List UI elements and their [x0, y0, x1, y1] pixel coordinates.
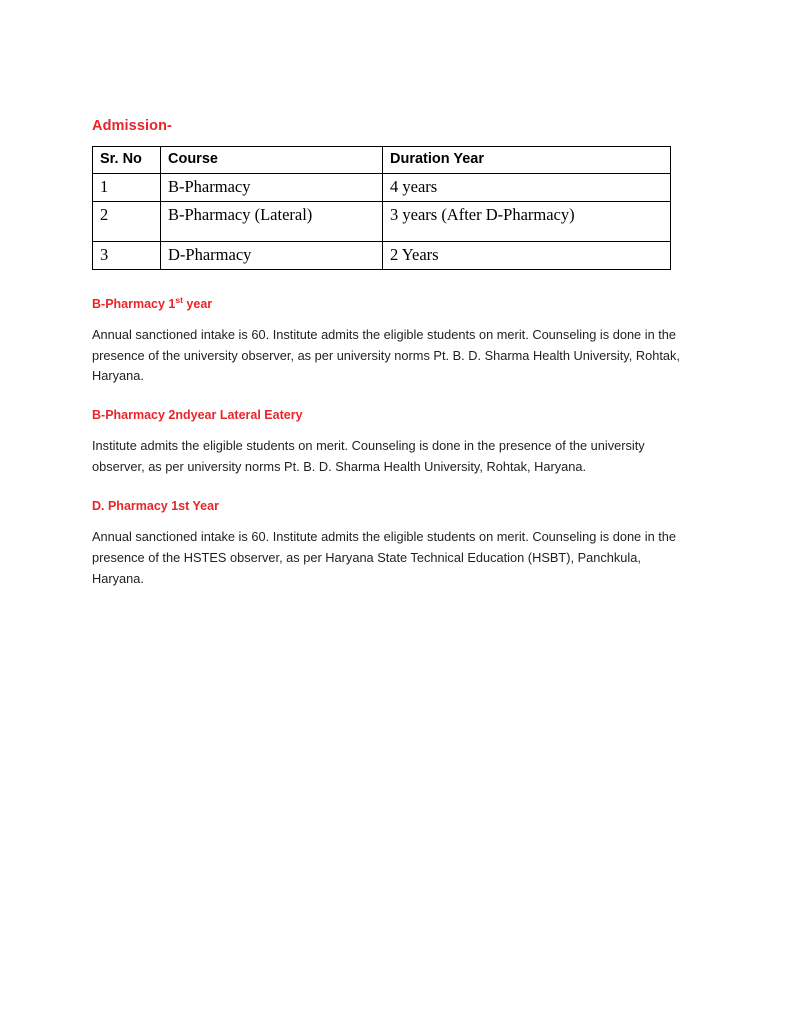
table-header-row — [93, 147, 671, 174]
cell-sr-no: 2 — [93, 201, 161, 241]
section-paragraph-d-pharmacy-1st-year: Annual sanctioned intake is 60. Institute admits the eligible students on merit. Counseling is done in the presence of the HSTES observer, as per Haryana State Technical Education (HSBT), Panchkula, Haryana. — [92, 528, 677, 586]
admission-table — [92, 146, 671, 270]
cell-sr-no: 1 — [93, 174, 161, 202]
cell-duration: 4 years — [383, 174, 671, 202]
table-row — [93, 201, 671, 241]
section-heading-tail: year — [182, 296, 213, 311]
page-title: Admission- — [92, 118, 172, 134]
cell-course: B-Pharmacy (Lateral) — [161, 201, 383, 241]
cell-course: D-Pharmacy — [161, 241, 383, 269]
section-paragraph-b-pharmacy-2nd-year-lateral: Institute admits the eligible students on merit. Counseling is done in the presence of the university observer, as per university norms Pt. B. D. Sharma Health University, Rohtak, Haryana. — [92, 438, 645, 475]
table-header-course: Course — [161, 147, 383, 174]
section-heading-text: D. Pharmacy 1st Year — [92, 498, 219, 513]
cell-sr-no: 3 — [93, 241, 161, 269]
section-heading-superscript: st — [175, 294, 183, 305]
section-heading-text: B-Pharmacy 2ndyear Lateral Eatery — [92, 408, 303, 423]
table-row — [93, 174, 671, 202]
table-header-duration: Duration Year — [383, 147, 671, 174]
section-heading-d-pharmacy-1st-year — [92, 499, 692, 513]
section-paragraph-b-pharmacy-1st-year: Annual sanctioned intake is 60. Institute admits the eligible students on merit. Counseling is done in the presence of the university observer, as per university norms Pt. B. D. Sharma Health University, Rohtak, Haryana. — [92, 326, 680, 384]
table-row — [93, 241, 671, 269]
cell-duration: 3 years (After D-Pharmacy) — [383, 201, 671, 241]
section-heading-b-pharmacy-2nd-year-lateral — [92, 408, 692, 422]
table-header-sr-no: Sr. No — [93, 147, 161, 174]
document-content — [92, 118, 692, 589]
cell-duration: 2 Years — [383, 241, 671, 269]
cell-course: B-Pharmacy — [161, 174, 383, 202]
section-heading-b-pharmacy-1st-year — [92, 294, 692, 311]
section-heading-text: B-Pharmacy 1 — [92, 296, 176, 311]
